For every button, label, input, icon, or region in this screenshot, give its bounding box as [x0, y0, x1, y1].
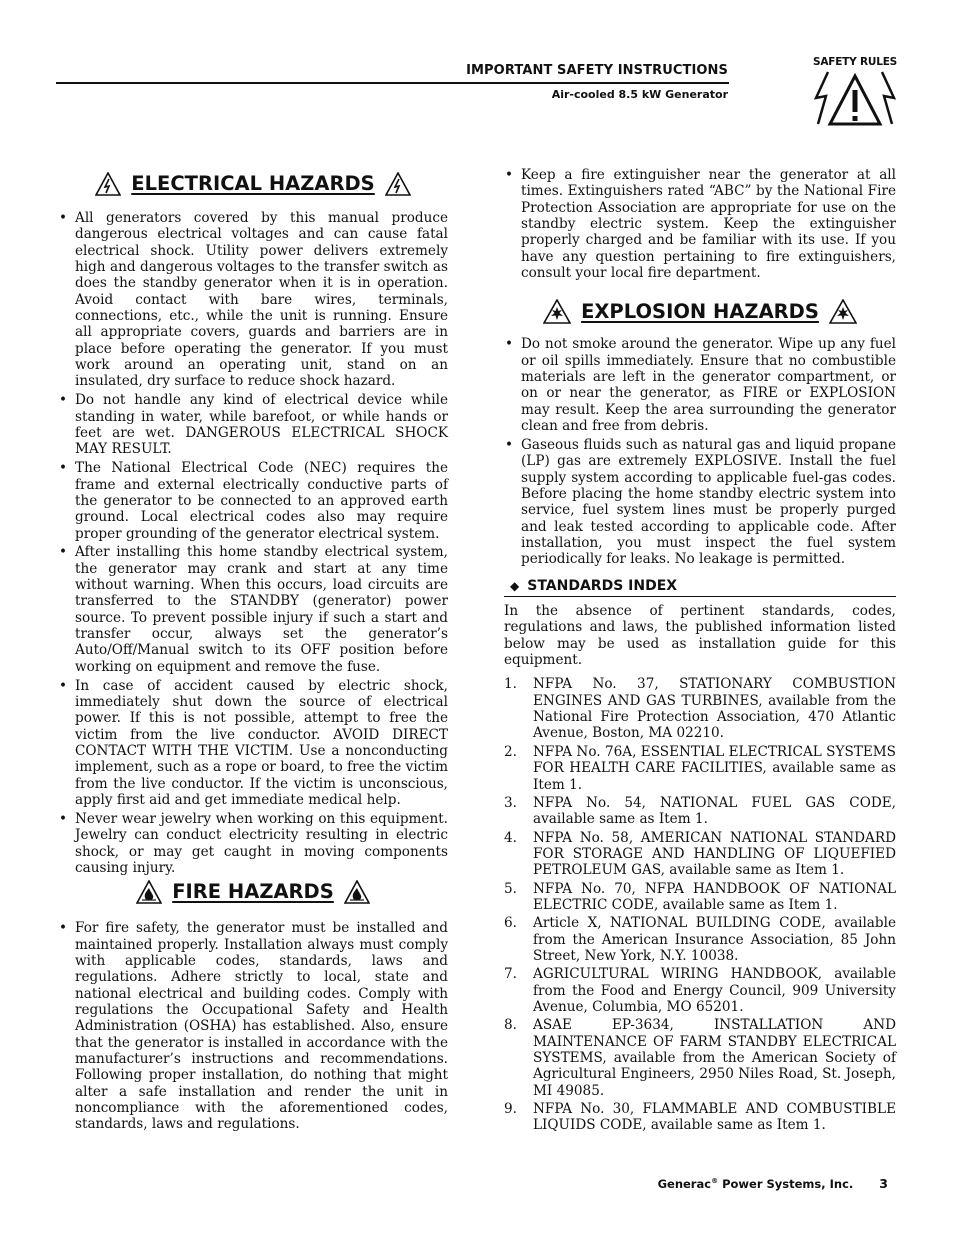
- explosion-warning-icon: [543, 299, 571, 324]
- list-item: 4. NFPA No. 58, AMERICAN NATIONAL STANDARD FOR STORAGE AND HANDLING OF LIQUEFIED PETROLEUM GAS, available same as Item 1.: [504, 829, 896, 879]
- list-item: • For fire safety, the generator must be installed and maintained properly. Installation always must comply with applicable codes, standards, laws and regulations. Adhere strictly to local, state and national electrical and building codes. Comply with regulations the Occupational Safety and Health Administration (OSHA) has established. Also, ensure that the generator is installed in accordance with the manufacturer’s instructions and recommendations. Following proper installation, do nothing that might alter a safe installation and render the unit in noncompliance with the aforementioned codes, standards, laws and regulations.: [58, 920, 448, 1132]
- standards-intro: In the absence of pertinent standards, codes, regulations and laws, the published information listed below may be used as installation guide for this equipment.: [504, 603, 896, 669]
- list-item: 1. NFPA No. 37, STATIONARY COMBUSTION ENGINES AND GAS TURBINES, available from the National Fire Protection Association, 470 Atlantic Avenue, Boston, MA 02210.: [504, 676, 896, 742]
- list-item: 8. ASAE EP-3634, INSTALLATION AND MAINTENANCE OF FARM STANDBY ELECTRICAL SYSTEMS, available from the American Society of Agricultural Engineers, 2950 Niles Road, St. Joseph, MI 49085.: [504, 1017, 896, 1099]
- electrical-hazards-title: ELECTRICAL HAZARDS: [131, 171, 375, 195]
- list-item: 2. NFPA No. 76A, ESSENTIAL ELECTRICAL SYSTEMS FOR HEALTH CARE FACILITIES, available same as Item 1.: [504, 743, 896, 793]
- list-item: 7. AGRICULTURAL WIRING HANDBOOK, available from the Food and Energy Council, 909 University Avenue, Columbia, MO 65201.: [504, 966, 896, 1015]
- explosion-hazards-heading: [504, 299, 896, 324]
- explosion-hazards-list: [504, 336, 896, 567]
- fire-hazards-list-continued: [504, 167, 896, 281]
- footer-company-rest: Power Systems, Inc.: [718, 1177, 854, 1191]
- document-header-title: IMPORTANT SAFETY INSTRUCTIONS: [466, 63, 728, 78]
- fire-warning-icon: [344, 880, 370, 904]
- list-item: • All generators covered by this manual produce dangerous electrical voltages and can cause fatal electrical shock. Utility power delivers extremely high and dangerous voltages to the transfer switch as does the standby generator when it is in operation. Avoid contact with bare wires, terminals, connections, etc., while the unit is running. Ensure all appropriate covers, guards and barriers are in place before operating the generator. If you must work around an operating unit, stand on an insulated, dry surface to reduce shock hazard.: [58, 210, 448, 390]
- list-item: • Gaseous fluids such as natural gas and liquid propane (LP) gas are extremely EXPLOSIVE. Install the fuel supply system according to applicable fuel-gas codes. Before placing the home standby electric system into service, fuel system lines must be properly purged and leak tested according to applicable code. After installation, you must inspect the fuel system periodically for leaks. No leakage is permitted.: [504, 437, 896, 568]
- fire-hazards-title: FIRE HAZARDS: [172, 880, 334, 904]
- electric-shock-warning-icon: [385, 172, 411, 196]
- standards-list: [504, 676, 896, 1133]
- page-number: 3: [879, 1176, 888, 1191]
- footer-company: Generac: [657, 1177, 712, 1191]
- explosion-hazards-title: EXPLOSION HAZARDS: [581, 299, 819, 323]
- list-item: • Keep a fire extinguisher near the generator at all times. Extinguishers rated “ABC” by the National Fire Protection Association are appropriate for use on the standby electric system. Keep the extinguisher properly charged and be familiar with its use. If you have any question pertaining to fire extinguishers, consult your local fire department.: [504, 167, 896, 281]
- standards-index-heading: [504, 578, 896, 597]
- document-header-subtitle: Air-cooled 8.5 kW Generator: [551, 88, 728, 101]
- electrical-hazards-list: [58, 210, 448, 876]
- explosion-warning-icon: [829, 299, 857, 324]
- diamond-bullet-icon: ◆: [510, 578, 520, 593]
- list-item: 5. NFPA No. 70, NFPA HANDBOOK OF NATIONAL ELECTRIC CODE, available same as Item 1.: [504, 880, 896, 913]
- list-item: 9. NFPA No. 30, FLAMMABLE AND COMBUSTIBLE LIQUIDS CODE, available same as Item 1.: [504, 1101, 896, 1134]
- lightning-warning-icon: [814, 70, 896, 126]
- list-item: • In case of accident caused by electric shock, immediately shut down the source of electrical power. If this is not possible, attempt to free the victim from the live conductor. AVOID DIRECT CONTACT WITH THE VICTIM. Use a nonconducting implement, such as a rope or board, to free the victim from the live conductor. If the victim is unconscious, apply first aid and get immediate medical help.: [58, 678, 448, 809]
- list-item: • Never wear jewelry when working on this equipment. Jewelry can conduct electricity resulting in electric shock, or may get caught in moving components causing injury.: [58, 811, 448, 876]
- standards-index-title: STANDARDS INDEX: [527, 577, 678, 594]
- fire-warning-icon: [136, 880, 162, 904]
- list-item: • Do not handle any kind of electrical device while standing in water, while barefoot, or while hands or feet are wet. DANGEROUS ELECTRICAL SHOCK MAY RESULT.: [58, 392, 448, 457]
- page-footer: [658, 1176, 888, 1191]
- list-item: • After installing this home standby electrical system, the generator may crank and start at any time without warning. When this occurs, load circuits are transferred to the STANDBY (generator) power source. To prevent possible injury if such a start and transfer occur, always set the generator’s Auto/Off/Manual switch to its OFF position before working on equipment and remove the fuse.: [58, 544, 448, 675]
- fire-hazards-heading: [58, 880, 448, 904]
- registered-mark: ®: [711, 1177, 719, 1186]
- right-column: [504, 167, 896, 1136]
- list-item: 3. NFPA No. 54, NATIONAL FUEL GAS CODE, available same as Item 1.: [504, 794, 896, 828]
- list-item: 6. Article X, NATIONAL BUILDING CODE, available from the American Insurance Association, 85 John Street, New York, N.Y. 10038.: [504, 915, 896, 964]
- safety-rules-badge: [808, 56, 902, 126]
- fire-hazards-list: [58, 920, 448, 1132]
- header-rule: [56, 82, 729, 84]
- list-item: • Do not smoke around the generator. Wipe up any fuel or oil spills immediately. Ensure that no combustible materials are left in the generator compartment, or on or near the generator, as FIRE or EXPLOSION may result. Keep the area surrounding the generator clean and free from debris.: [504, 336, 896, 434]
- safety-rules-label: SAFETY RULES: [812, 56, 898, 68]
- list-item: • The National Electrical Code (NEC) requires the frame and external electrically conductive parts of the generator to be connected to an approved earth ground. Local electrical codes also may require proper grounding of the generator electrical system.: [58, 460, 448, 542]
- left-column: [58, 172, 448, 1135]
- electric-shock-warning-icon: [95, 172, 121, 196]
- electrical-hazards-heading: [58, 172, 448, 196]
